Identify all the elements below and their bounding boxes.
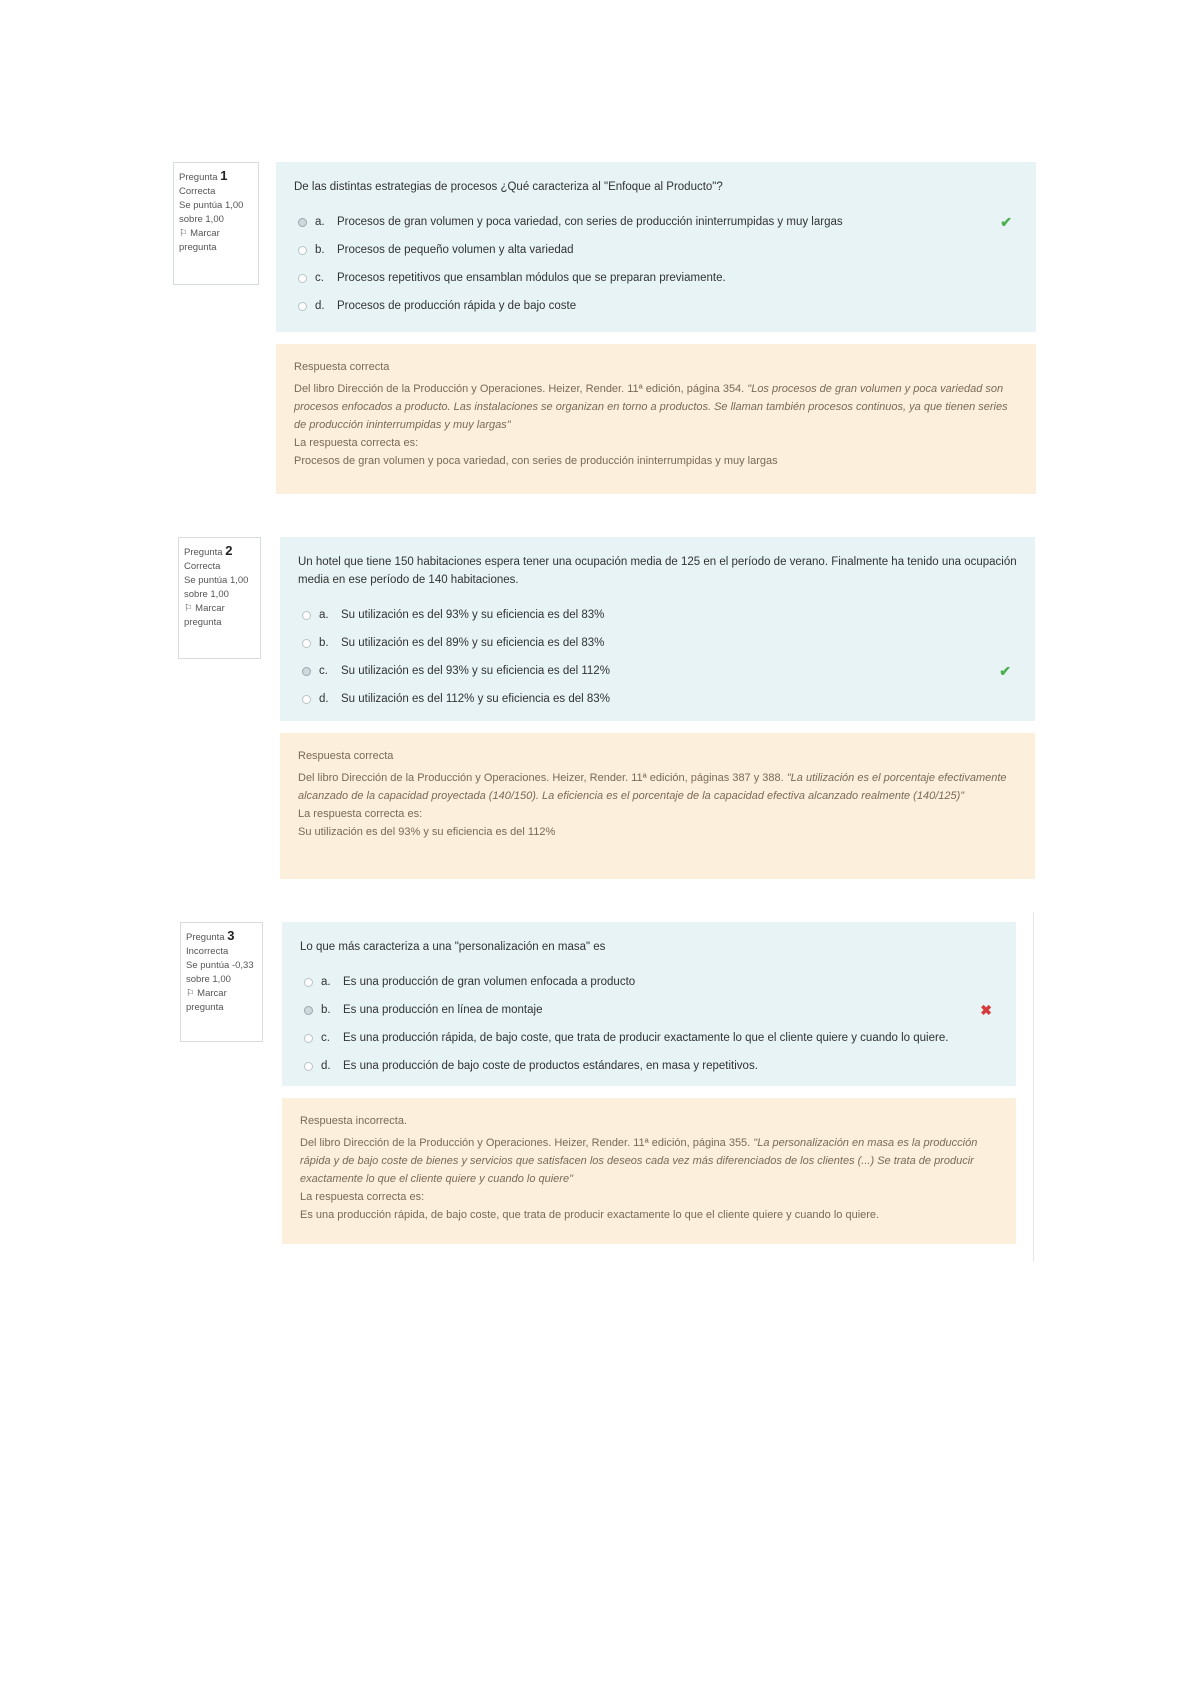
correct-answer-text: Procesos de gran volumen y poca variedad, con series de producción ininterrumpidas y muy largas	[294, 455, 778, 467]
answer-option-a[interactable]: a. Es una producción de gran volumen enfocada a producto	[300, 968, 998, 996]
question-content-3	[282, 922, 1016, 1086]
radio-button[interactable]	[304, 1034, 313, 1043]
radio-button[interactable]	[302, 695, 311, 704]
feedback-box-2	[280, 733, 1035, 879]
question-state: Correcta	[179, 186, 216, 197]
flag-icon: ⚐	[184, 603, 193, 614]
question-grade: Se puntúa -0,33 sobre 1,00	[186, 960, 254, 985]
question-text: Lo que más caracteriza a una "personalización en masa" es	[300, 941, 606, 953]
answer-option-a[interactable]: a. Su utilización es del 93% y su eficiencia es del 83%	[298, 601, 1017, 629]
radio-button[interactable]	[304, 1006, 313, 1015]
radio-button[interactable]	[298, 302, 307, 311]
question-number: Pregunta 2	[184, 543, 233, 558]
feedback-explanation: Del libro Dirección de la Producción y Operaciones. Heizer, Render. 11ª edición, página 355. "La personalización en masa es la producción rápida y de bajo coste de bienes y servicios que satisfacen los deseos cada vez más diferenciados de los clientes (...) Se trata de producir exactamente lo que el cliente quiere y cuando lo quiere"	[300, 1137, 978, 1185]
question-content-1	[276, 162, 1036, 332]
question-grade: Se puntúa 1,00 sobre 1,00	[184, 575, 249, 600]
feedback-status: Respuesta incorrecta.	[300, 1115, 407, 1127]
flag-question-link[interactable]: ⚐ Marcar pregunta	[179, 228, 220, 253]
correct-answer-label: La respuesta correcta es:	[294, 437, 419, 449]
divider-line	[1033, 912, 1034, 1262]
answer-option-c[interactable]: c. Es una producción rápida, de bajo coste, que trata de producir exactamente lo que el cliente quiere y cuando lo quiere.	[300, 1024, 998, 1052]
question-number: Pregunta 3	[186, 928, 235, 943]
answer-option-b[interactable]: b. Procesos de pequeño volumen y alta variedad	[294, 236, 1018, 264]
answer-option-d[interactable]: d. Procesos de producción rápida y de bajo coste	[294, 292, 1018, 320]
feedback-box-1	[276, 344, 1036, 494]
answer-option-a[interactable]: a. Procesos de gran volumen y poca variedad, con series de producción ininterrumpidas y muy largas ✔	[294, 208, 1018, 236]
flag-icon: ⚐	[179, 228, 188, 239]
radio-button[interactable]	[304, 978, 313, 987]
correct-answer-text: Su utilización es del 93% y su eficiencia es del 112%	[298, 826, 556, 838]
feedback-explanation: Del libro Dirección de la Producción y Operaciones. Heizer, Render. 11ª edición, páginas 387 y 388. "La utilización es el porcentaje efectivamente alcanzado de la capacidad proyectada (140/150). La eficiencia es el porcentaje de la capacidad efectiva alcanzado realmente (140/125)"	[298, 772, 1007, 802]
question-info-1	[173, 162, 259, 285]
answer-option-d[interactable]: d. Su utilización es del 112% y su eficiencia es del 83%	[298, 685, 1017, 713]
answer-option-c[interactable]: c. Procesos repetitivos que ensamblan módulos que se preparan previamente.	[294, 264, 1018, 292]
feedback-status: Respuesta correcta	[294, 361, 390, 373]
correct-answer-label: La respuesta correcta es:	[300, 1191, 425, 1203]
question-state: Incorrecta	[186, 946, 229, 957]
correct-check-icon: ✔	[999, 663, 1011, 679]
correct-answer-text: Es una producción rápida, de bajo coste, que trata de producir exactamente lo que el cliente quiere y cuando lo quiere.	[300, 1209, 880, 1221]
correct-answer-label: La respuesta correcta es:	[298, 808, 423, 820]
radio-button[interactable]	[298, 218, 307, 227]
question-text: Un hotel que tiene 150 habitaciones espera tener una ocupación media de 125 en el período de verano. Finalmente ha tenido una ocupación media en ese período de 140 habitaciones.	[298, 556, 1017, 586]
question-number: Pregunta 1	[179, 168, 228, 183]
question-text: De las distintas estrategias de procesos ¿Qué caracteriza al "Enfoque al Producto"?	[294, 181, 723, 193]
radio-button[interactable]	[302, 639, 311, 648]
flag-question-link[interactable]: ⚐ Marcar pregunta	[186, 988, 227, 1013]
question-content-2	[280, 537, 1035, 721]
answer-option-b[interactable]: b. Su utilización es del 89% y su eficiencia es del 83%	[298, 629, 1017, 657]
question-state: Correcta	[184, 561, 221, 572]
incorrect-x-icon: ✖	[980, 1002, 992, 1018]
answer-option-b[interactable]: b. Es una producción en línea de montaje ✖	[300, 996, 998, 1024]
answer-option-c[interactable]: c. Su utilización es del 93% y su eficiencia es del 112% ✔	[298, 657, 1017, 685]
radio-button[interactable]	[298, 274, 307, 283]
radio-button[interactable]	[302, 667, 311, 676]
radio-button[interactable]	[298, 246, 307, 255]
correct-check-icon: ✔	[1000, 214, 1012, 230]
radio-button[interactable]	[302, 611, 311, 620]
flag-icon: ⚐	[186, 988, 195, 999]
radio-button[interactable]	[304, 1062, 313, 1071]
question-grade: Se puntúa 1,00 sobre 1,00	[179, 200, 244, 225]
feedback-explanation: Del libro Dirección de la Producción y Operaciones. Heizer, Render. 11ª edición, página 354. "Los procesos de gran volumen y poca variedad son procesos enfocados a producto. Las instalaciones se organizan en torno a productos. Se llaman también procesos continuos, ya que tienen series de producción ininterrumpidas y muy largas"	[294, 383, 1008, 431]
question-info-3	[180, 922, 263, 1042]
flag-question-link[interactable]: ⚐ Marcar pregunta	[184, 603, 225, 628]
question-info-2	[178, 537, 261, 659]
feedback-status: Respuesta correcta	[298, 750, 394, 762]
answer-option-d[interactable]: d. Es una producción de bajo coste de productos estándares, en masa y repetitivos.	[300, 1052, 998, 1080]
feedback-box-3	[282, 1098, 1016, 1244]
